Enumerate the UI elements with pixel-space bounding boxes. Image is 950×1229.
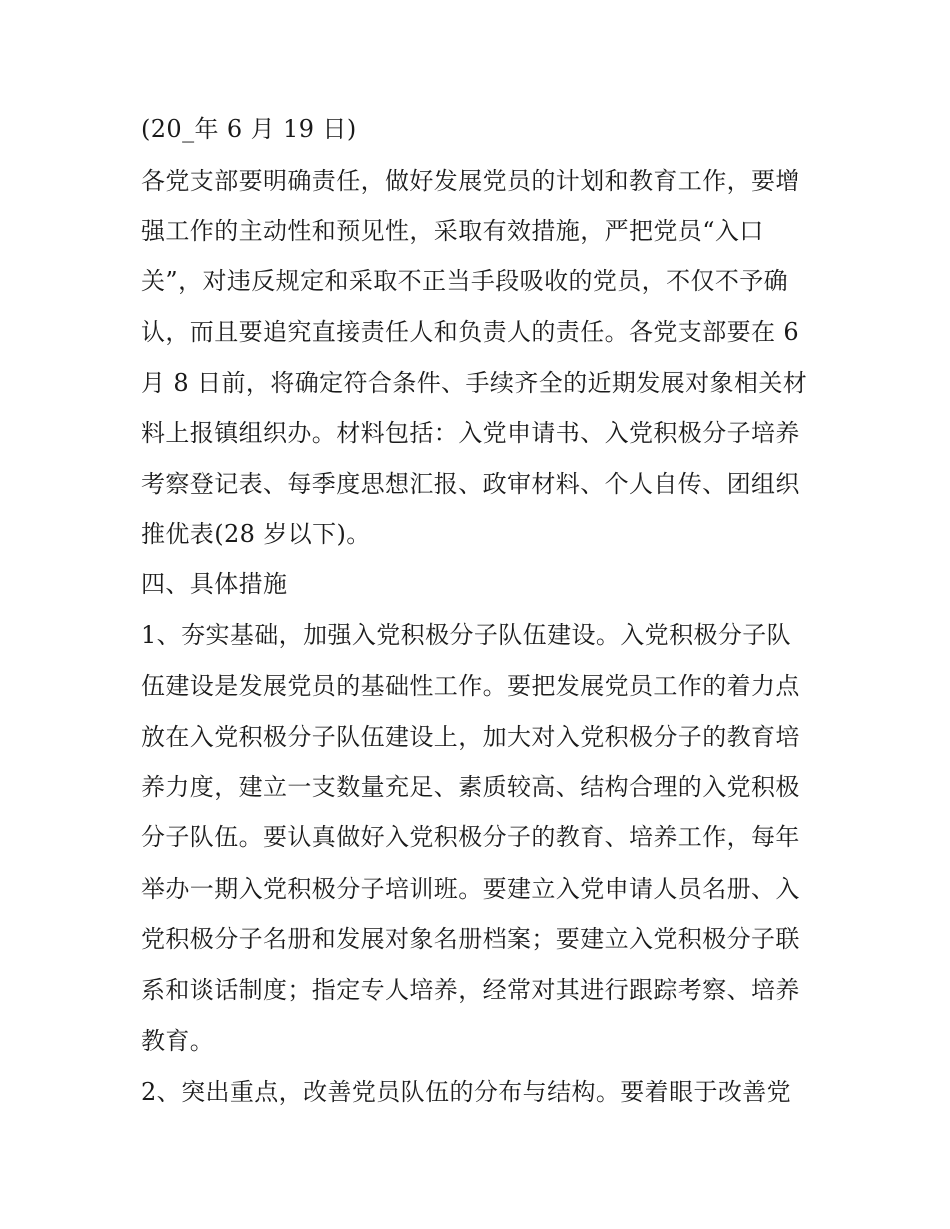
- section-heading: 四、具体措施: [141, 570, 288, 598]
- paragraph-line: 举办一期入党积极分子培训班。要建立入党申请人员名册、入: [141, 875, 800, 903]
- paragraph-line: 教育。: [141, 1027, 215, 1055]
- paragraph-line: 考察登记表、每季度思想汇报、政审材料、个人自传、团组织: [141, 470, 800, 498]
- paragraph-line: 料上报镇组织办。材料包括：入党申请书、入党积极分子培养: [141, 419, 800, 447]
- paragraph-line: 1、夯实基础，加强入党积极分子队伍建设。入党积极分子队: [141, 621, 792, 649]
- paragraph-line: 关”，对违反规定和采取不正当手段吸收的党员，不仅不予确: [141, 267, 789, 295]
- paragraph-line: 养力度，建立一支数量充足、素质较高、结构合理的入党积极: [141, 773, 800, 801]
- paragraph-line: 各党支部要明确责任，做好发展党员的计划和教育工作，要增: [141, 167, 800, 195]
- paragraph-line: 分子队伍。要认真做好入党积极分子的教育、培养工作，每年: [141, 823, 800, 851]
- date-line: (20_年 6 月 19 日): [141, 115, 357, 143]
- paragraph-line: 推优表(28 岁以下)。: [141, 520, 371, 548]
- paragraph-line: 认，而且要追究直接责任人和负责人的责任。各党支部要在 6: [141, 318, 800, 346]
- paragraph-line: 系和谈话制度；指定专人培养，经常对其进行跟踪考察、培养: [141, 976, 800, 1004]
- paragraph-line: 党积极分子名册和发展对象名册档案；要建立入党积极分子联: [141, 925, 800, 953]
- paragraph-line: 放在入党积极分子队伍建设上，加大对入党积极分子的教育培: [141, 723, 800, 751]
- paragraph-line: 伍建设是发展党员的基础性工作。要把发展党员工作的着力点: [141, 672, 800, 700]
- paragraph-line: 2、突出重点，改善党员队伍的分布与结构。要着眼于改善党: [141, 1078, 792, 1106]
- paragraph-line: 月 8 日前，将确定符合条件、手续齐全的近期发展对象相关材: [141, 369, 808, 397]
- paragraph-line: 强工作的主动性和预见性，采取有效措施，严把党员“入口: [141, 217, 764, 245]
